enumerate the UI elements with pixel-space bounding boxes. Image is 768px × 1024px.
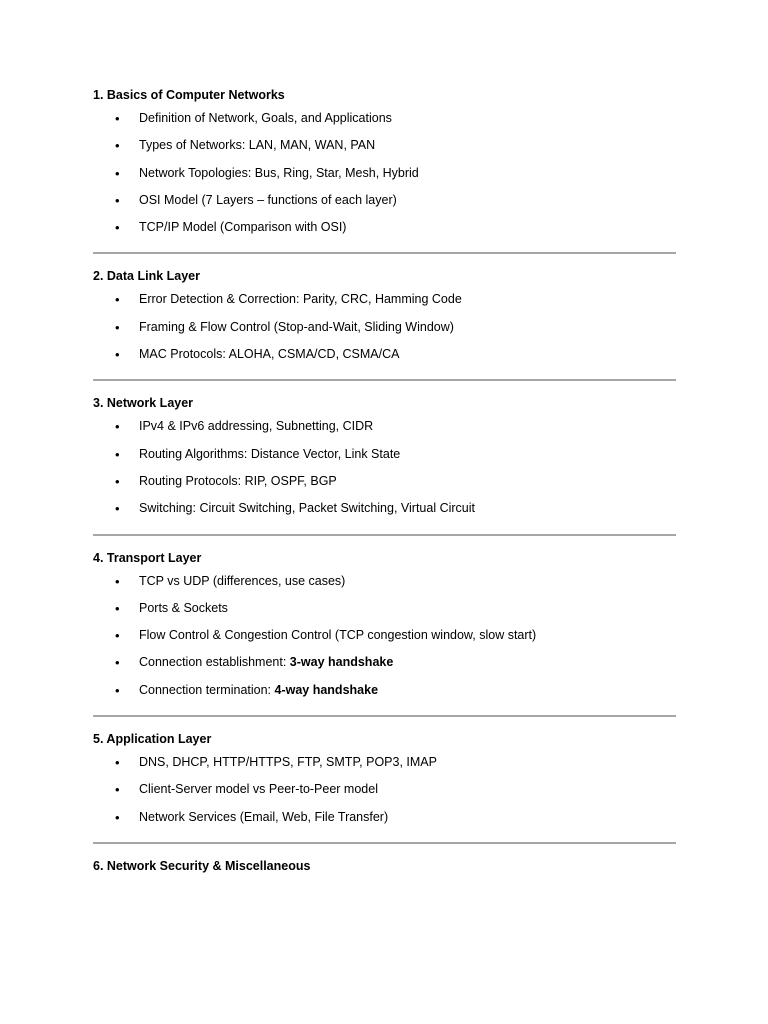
list-item: • Definition of Network, Goals, and Applications (93, 105, 676, 132)
list-item (93, 677, 676, 704)
list-item: • Client-Server model vs Peer-to-Peer model (93, 776, 676, 803)
item-bold-text: 4-way handshake (274, 682, 379, 697)
list-item: • Ports & Sockets (93, 595, 676, 622)
section-transport-layer (93, 548, 676, 704)
section-title: 3. Network Layer (93, 396, 194, 411)
section-network-security (93, 856, 676, 876)
list-item: • Error Detection & Correction: Parity, CRC, Hamming Code (93, 286, 676, 313)
section-application-layer (93, 729, 676, 831)
item-text: Connection establishment: (139, 655, 290, 670)
section-title: 2. Data Link Layer (93, 269, 200, 284)
item-bold-text: 3-way handshake (289, 655, 394, 670)
list-item: • Switching: Circuit Switching, Packet Switching, Virtual Circuit (93, 495, 676, 522)
section-title: 5. Application Layer (93, 732, 212, 747)
list-item: • DNS, DHCP, HTTP/HTTPS, FTP, SMTP, POP3, IMAP (93, 749, 676, 776)
section-basics (93, 85, 676, 241)
list-item: • IPv4 & IPv6 addressing, Subnetting, CIDR (93, 413, 676, 440)
bullet-list (93, 286, 676, 368)
section-title: 6. Network Security & Miscellaneous (93, 858, 311, 873)
section-divider (93, 379, 676, 381)
list-item: • Network Services (Email, Web, File Transfer) (93, 804, 676, 831)
bullet-list (93, 749, 676, 831)
list-item: • Flow Control & Congestion Control (TCP congestion window, slow start) (93, 622, 676, 649)
list-item: • TCP vs UDP (differences, use cases) (93, 568, 676, 595)
document-content (93, 85, 676, 876)
list-item: • OSI Model (7 Layers – functions of each layer) (93, 187, 676, 214)
item-text: Connection termination: (139, 682, 275, 697)
section-title: 4. Transport Layer (93, 550, 202, 565)
list-item: • Routing Algorithms: Distance Vector, Link State (93, 441, 676, 468)
section-title: 1. Basics of Computer Networks (93, 88, 285, 102)
section-divider (93, 842, 676, 844)
bullet-list (93, 413, 676, 522)
section-network-layer (93, 393, 676, 522)
list-item: • TCP/IP Model (Comparison with OSI) (93, 214, 676, 241)
section-divider (93, 252, 676, 254)
bullet-list (93, 105, 676, 241)
list-item: • Framing & Flow Control (Stop-and-Wait, Sliding Window) (93, 314, 676, 341)
section-divider (93, 715, 676, 717)
section-data-link-layer (93, 266, 676, 368)
list-item (93, 649, 676, 676)
list-item: • MAC Protocols: ALOHA, CSMA/CD, CSMA/CA (93, 341, 676, 368)
bullet-list (93, 568, 676, 704)
list-item: • Types of Networks: LAN, MAN, WAN, PAN (93, 132, 676, 159)
section-divider (93, 534, 676, 536)
list-item: • Network Topologies: Bus, Ring, Star, Mesh, Hybrid (93, 160, 676, 187)
list-item: • Routing Protocols: RIP, OSPF, BGP (93, 468, 676, 495)
